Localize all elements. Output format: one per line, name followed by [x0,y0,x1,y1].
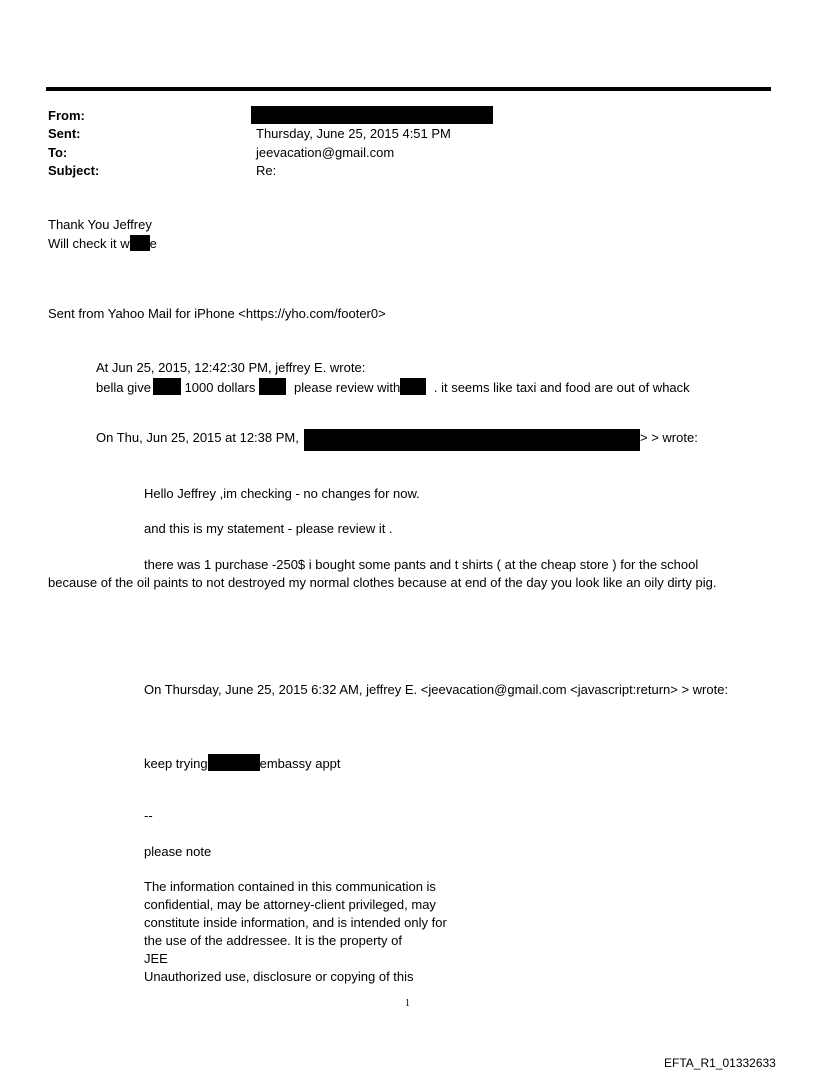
sent-label: Sent: [48,126,81,141]
redaction-q2 [304,429,640,451]
from-label: From: [48,108,85,123]
quote2-p1: Hello Jeffrey ,im checking - no changes for now. [144,486,420,501]
quote1-seg1: bella give [96,380,151,395]
disclaimer-line-3: constitute inside information, and is intended only for [144,915,447,930]
body-line-2-end: e [149,236,157,251]
body-line-2 [48,235,157,252]
body-line-2-start: Will check it w [48,236,130,251]
redaction-q3 [208,754,260,771]
disclaimer-line-5: JEE [144,951,168,966]
subject-label: Subject: [48,163,100,178]
redaction-q1-b [259,378,286,395]
please-note: please note [144,844,212,859]
quote1-line [96,378,690,396]
quote3-seg1: keep trying [144,756,208,771]
quote3-line [144,754,341,772]
quote2-intro [96,430,299,446]
quote2-intro-end: > > wrote: [640,430,698,445]
quote2-p3-line2: because of the oil paints to not destroyed my normal clothes because at end of the day you look like an oily dirty pig. [48,575,717,590]
quote1-seg3: please review with [294,380,401,395]
page-number: 1 [405,998,410,1009]
disclaimer-line-2: confidential, may be attorney-client privileged, may [144,897,436,912]
quote3-intro: On Thursday, June 25, 2015 6:32 AM, jeffrey E. <jeevacation@gmail.com <javascript:return> > wrote: [144,682,729,697]
subject-value: Re: [256,163,277,178]
quote2-intro-start: On Thu, Jun 25, 2015 at 12:38 PM, [96,430,299,445]
sent-value: Thursday, June 25, 2015 4:51 PM [256,126,451,141]
redaction-q1-c [400,378,426,395]
to-label: To: [48,145,68,160]
to-value: jeevacation@gmail.com [256,145,395,160]
header-rule [46,87,771,91]
quote3-seg2: embassy appt [259,756,341,771]
body-line-1: Thank You Jeffrey [48,217,152,232]
redaction-q1-a [153,378,181,395]
redaction-body [130,235,150,251]
redaction-from [251,106,493,124]
quote2-p3-line1: there was 1 purchase -250$ i bought some pants and t shirts ( at the cheap store ) for the school [144,557,699,572]
disclaimer-line-4: the use of the addressee. It is the property of [144,933,402,948]
document-id: EFTA_R1_01332633 [664,1056,776,1070]
disclaimer-line-1: The information contained in this communication is [144,879,436,894]
disclaimer-line-6: Unauthorized use, disclosure or copying of this [144,969,414,984]
quote2-p2: and this is my statement - please review it . [144,521,393,536]
signature-dashes: -- [144,808,153,823]
quote1-intro: At Jun 25, 2015, 12:42:30 PM, jeffrey E. wrote: [96,360,366,375]
quote1-seg2: 1000 dollars [184,380,256,395]
mobile-signature: Sent from Yahoo Mail for iPhone <https://yho.com/footer0> [48,306,386,321]
quote1-seg4: . it seems like taxi and food are out of whack [433,380,690,395]
